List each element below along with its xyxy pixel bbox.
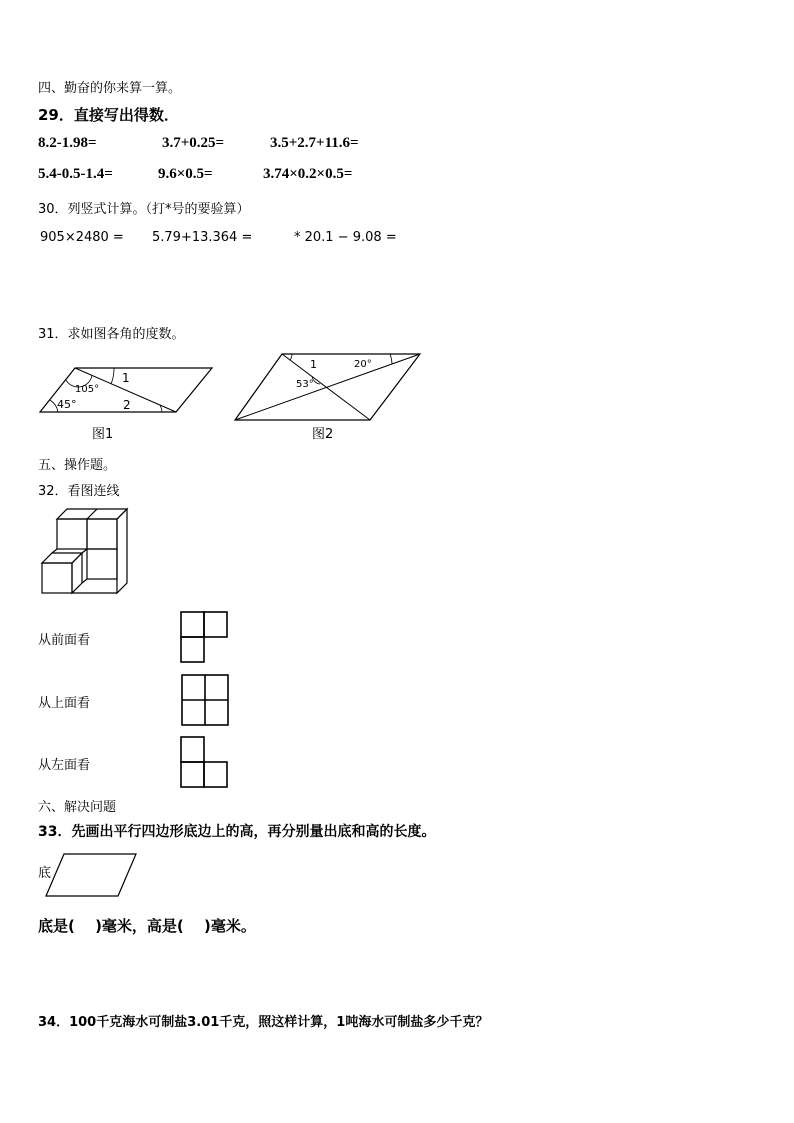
q29-item-1: 8.2-1.98= bbox=[38, 135, 97, 151]
q29-item-6: 3.74×0.2×0.5= bbox=[263, 166, 353, 182]
question-33-title: 33．先画出平行四边形底边上的高，再分别量出底和高的长度。 bbox=[38, 824, 436, 840]
q30-item-1: 905×2480 = bbox=[40, 230, 124, 245]
question-32-title: 32．看图连线 bbox=[38, 484, 120, 499]
fig1-angle-105: 105° bbox=[75, 384, 100, 395]
fig1-angle-1: 1 bbox=[122, 371, 130, 385]
view-drawing-b bbox=[180, 673, 232, 727]
question-30-title: 30．列竖式计算。（打*号的要验算） bbox=[38, 202, 250, 217]
q30-item-2: 5.79+13.364 = bbox=[152, 230, 253, 245]
cube-stack-figure bbox=[38, 505, 138, 605]
fig2-angle-20: 20° bbox=[354, 359, 372, 370]
q29-item-4: 5.4-0.5-1.4= bbox=[38, 166, 113, 182]
q33-parallelogram bbox=[44, 852, 139, 900]
q29-item-5: 9.6×0.5= bbox=[158, 166, 213, 182]
question-34-title: 34．100千克海水可制盐3.01千克，照这样计算，1吨海水可制盐多少千克？ bbox=[38, 1015, 489, 1030]
q33-answer-line: 底是( )毫米，高是( )毫米。 bbox=[38, 917, 256, 935]
figure-1-caption: 图1 bbox=[92, 427, 114, 442]
view-label-left: 从左面看 bbox=[38, 758, 91, 773]
section-6-heading: 六、解决问题 bbox=[38, 800, 117, 815]
question-31-title: 31．求如图各角的度数。 bbox=[38, 327, 185, 342]
q29-item-2: 3.7+0.25= bbox=[162, 135, 225, 151]
figure-2-caption: 图2 bbox=[312, 427, 334, 442]
q29-item-3: 3.5+2.7+11.6= bbox=[270, 135, 359, 151]
figure-1-parallelogram bbox=[30, 358, 220, 448]
question-29-title: 29．直接写出得数． bbox=[38, 106, 179, 124]
section-4-heading: 四、勤奋的你来算一算。 bbox=[38, 81, 182, 96]
q30-item-3: * 20.1 − 9.08 = bbox=[294, 230, 397, 245]
view-drawing-c bbox=[180, 736, 232, 790]
view-label-top: 从上面看 bbox=[38, 696, 91, 711]
fig1-angle-2: 2 bbox=[123, 398, 131, 412]
view-label-front: 从前面看 bbox=[38, 633, 91, 648]
view-drawing-a bbox=[180, 611, 230, 665]
figure-2-parallelogram bbox=[230, 348, 430, 448]
fig2-angle-1: 1 bbox=[310, 358, 317, 371]
parallelogram-base-label: 底 bbox=[38, 866, 52, 881]
fig2-angle-53: 53° bbox=[296, 379, 314, 390]
fig1-angle-45: 45° bbox=[57, 398, 77, 411]
section-5-heading: 五、操作题。 bbox=[38, 458, 117, 473]
